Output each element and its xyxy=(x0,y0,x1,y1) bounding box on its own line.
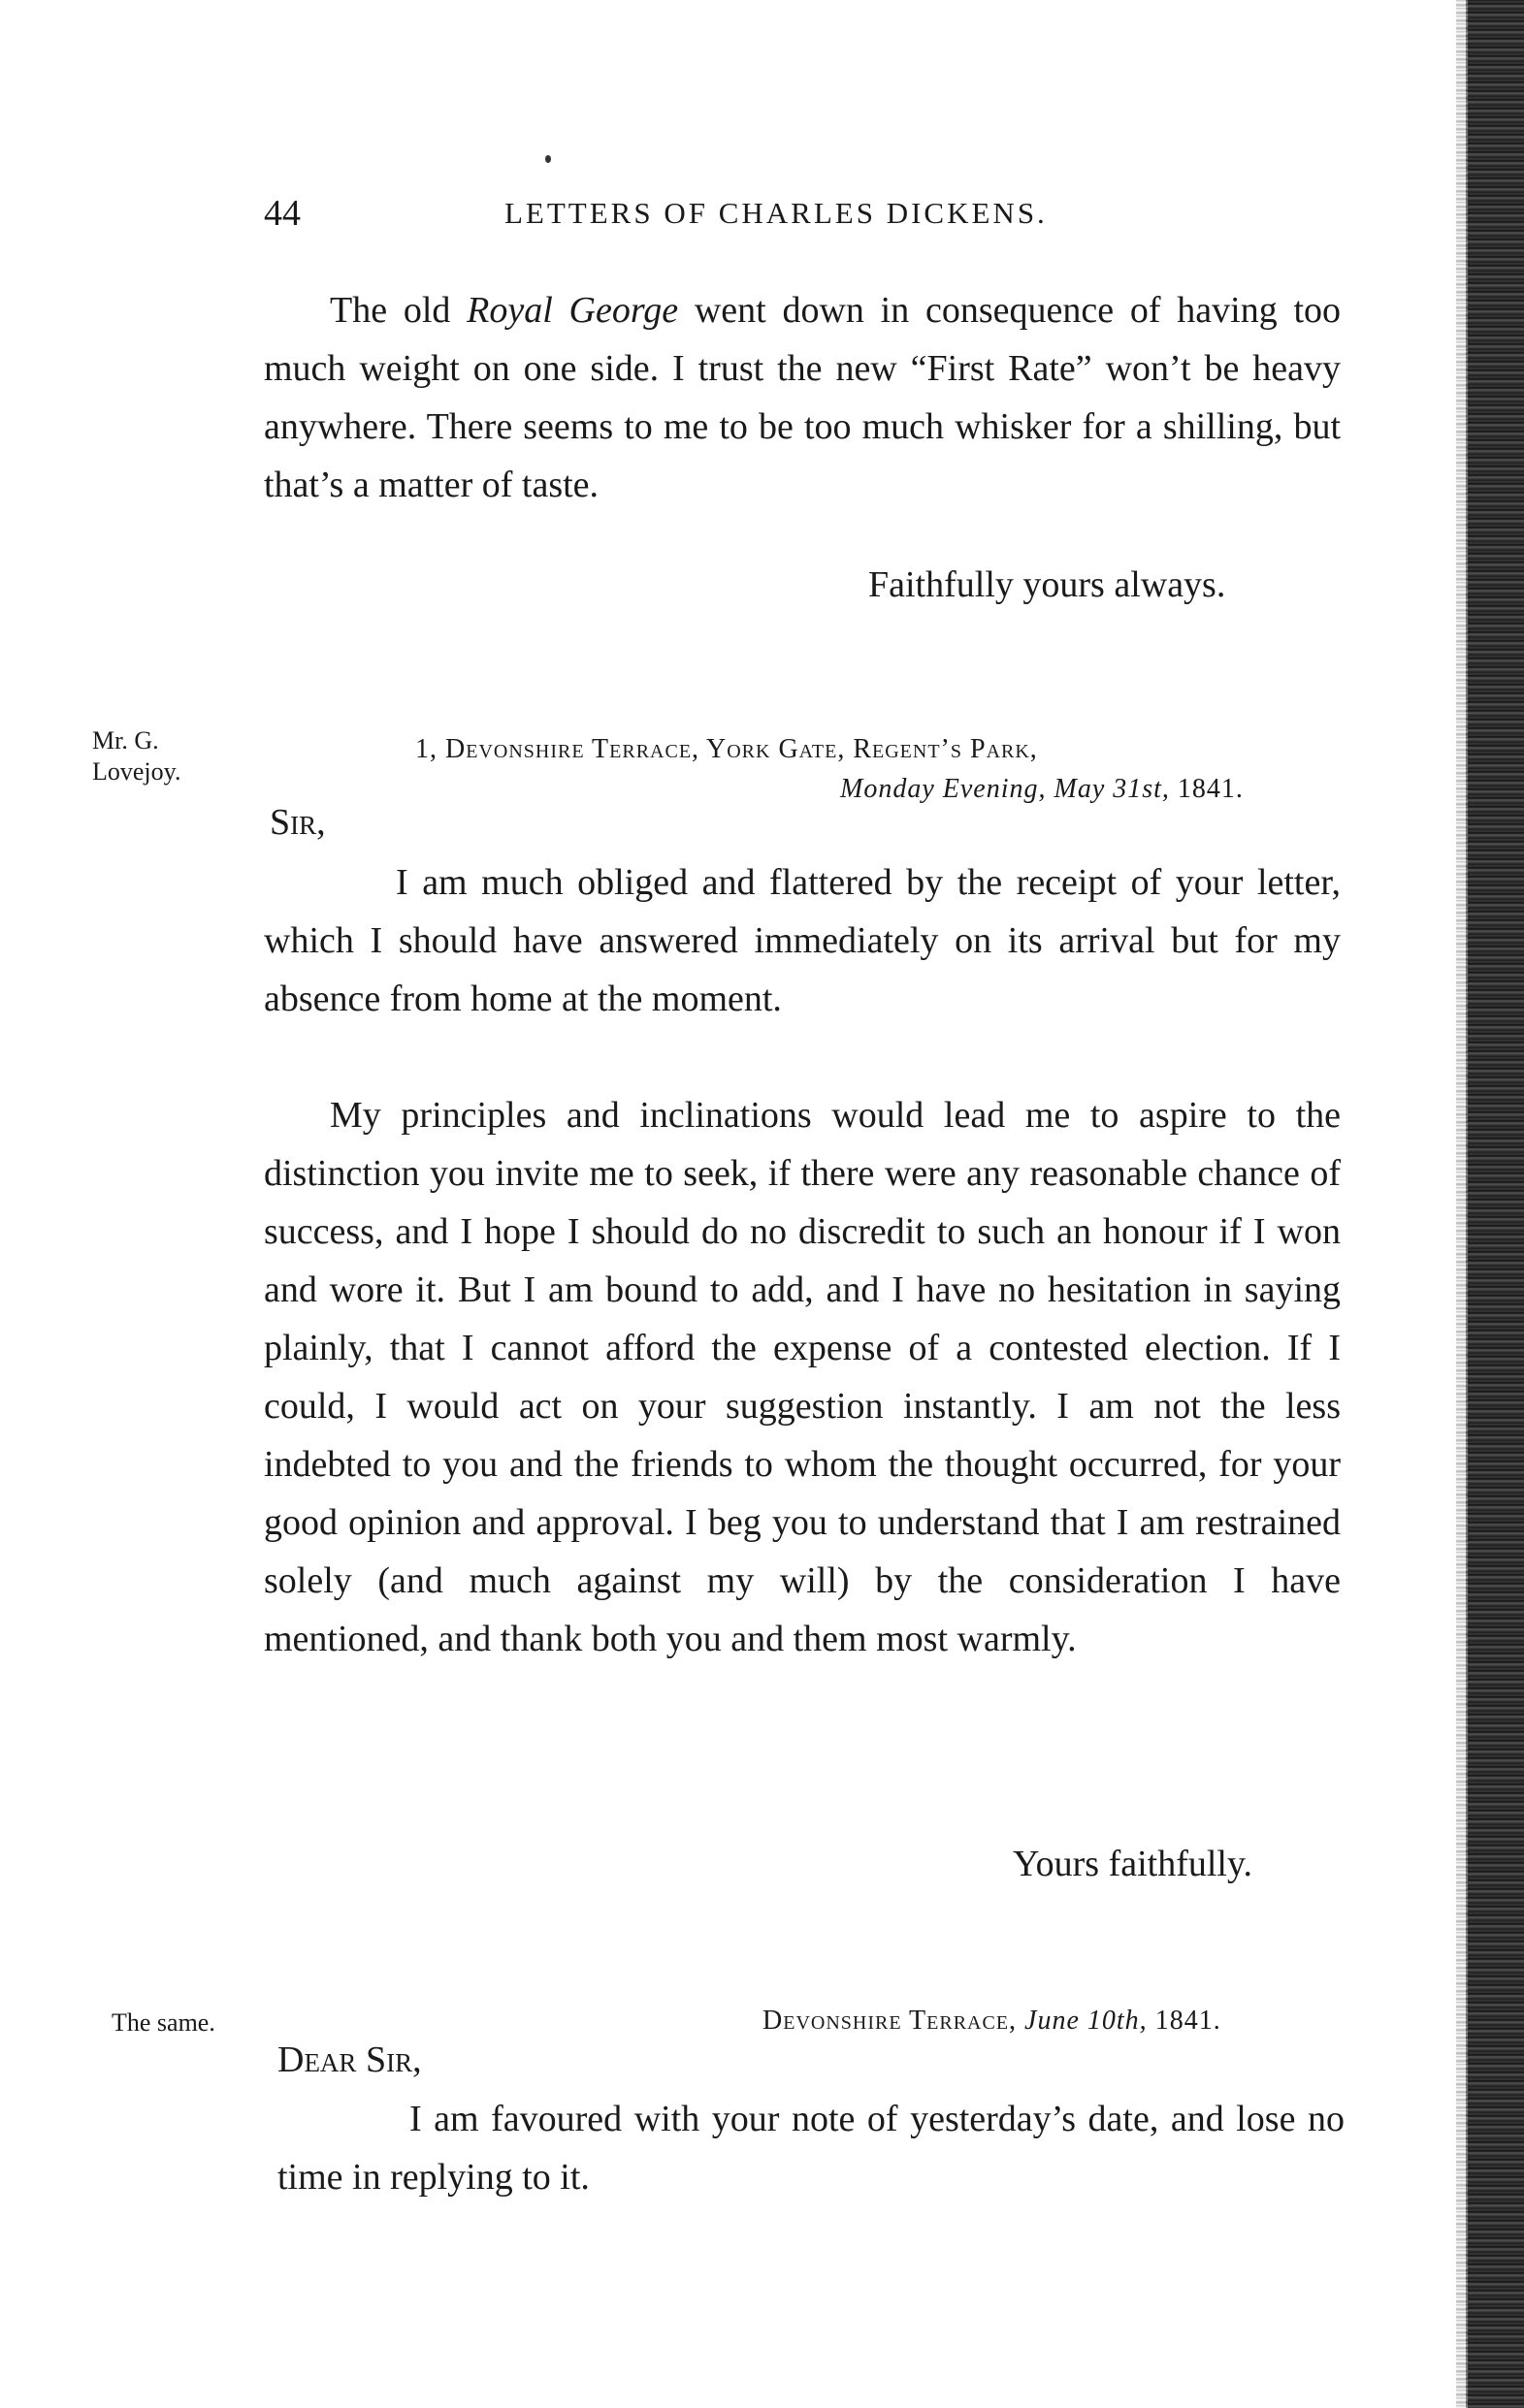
letter2-salutation: Dear Sir, xyxy=(277,2039,422,2080)
letter1-paragraph-2: My principles and inclinations would lead me to aspire to the distinction you invite me to seek, if there were any reasonable chance of success, and I hope I should do no discredit to such an honour if I won and wore it. But I am bound to add, and I have no hesitation in saying plainly, that I cannot afford the expense of a contested election. If I could, I would act on your suggestion instantly. I am not the less indebted to you and the friends to whom the thought occurred, for your good opinion and approval. I beg you to understand that I am restrained solely (and much against my will) by the consideration I have mentioned, and thank both you and them most warmly. xyxy=(264,1095,1341,1659)
margin-recipient-line2: Lovejoy. xyxy=(92,757,181,786)
letter1-closing: Yours faithfully. xyxy=(1013,1844,1253,1884)
continuation-text-before: The old xyxy=(330,290,468,331)
letter2-dateline-year: 1841. xyxy=(1147,2006,1221,2036)
margin-recipient xyxy=(92,725,180,787)
letter1-dateline-date xyxy=(840,774,1244,805)
letter1-dateline-year: 1841. xyxy=(1169,774,1244,804)
continuation-closing: Faithfully yours always. xyxy=(868,564,1226,605)
letter2-dateline-date: June 10th, xyxy=(1024,2006,1148,2036)
letter2-dateline-address: Devonshire Terrace, xyxy=(762,2006,1025,2036)
continuation-text-after: went down in consequence of having too much weight on one side. I trust the new “First Rate” won’t be heavy anywhere. There seems to me to be too much whisker for a shilling, but that’s a matter of taste. xyxy=(264,290,1342,505)
letter2-dateline xyxy=(762,2006,1221,2037)
running-head xyxy=(264,192,1118,241)
letter1-salutation: Sir, xyxy=(270,802,326,843)
letter1-dateline-address: 1, Devonshire Terrace, York Gate, Regent’s Park, xyxy=(415,734,1038,764)
continuation-paragraph xyxy=(264,281,1341,514)
page-edge-scan-shadow xyxy=(1466,0,1524,2408)
letter1-paragraph-1: I am much obliged and flattered by the receipt of your letter, which I should have answered immediately on its arrival but for my absence from home at the moment. xyxy=(264,862,1341,1019)
ship-name-italic: Royal George xyxy=(467,290,679,331)
page-number: 44 xyxy=(264,193,301,234)
margin-recipient-same: The same. xyxy=(112,2008,215,2037)
margin-recipient-line1: Mr. G. xyxy=(92,726,159,755)
letter2-paragraph-1: I am favoured with your note of yesterday’s date, and lose no time in replying to it. xyxy=(277,2099,1345,2198)
stray-ink-mark xyxy=(545,155,551,163)
letter1-dateline-day: Monday Evening, May 31st, xyxy=(840,774,1170,804)
book-title: LETTERS OF CHARLES DICKENS. xyxy=(504,196,1048,230)
